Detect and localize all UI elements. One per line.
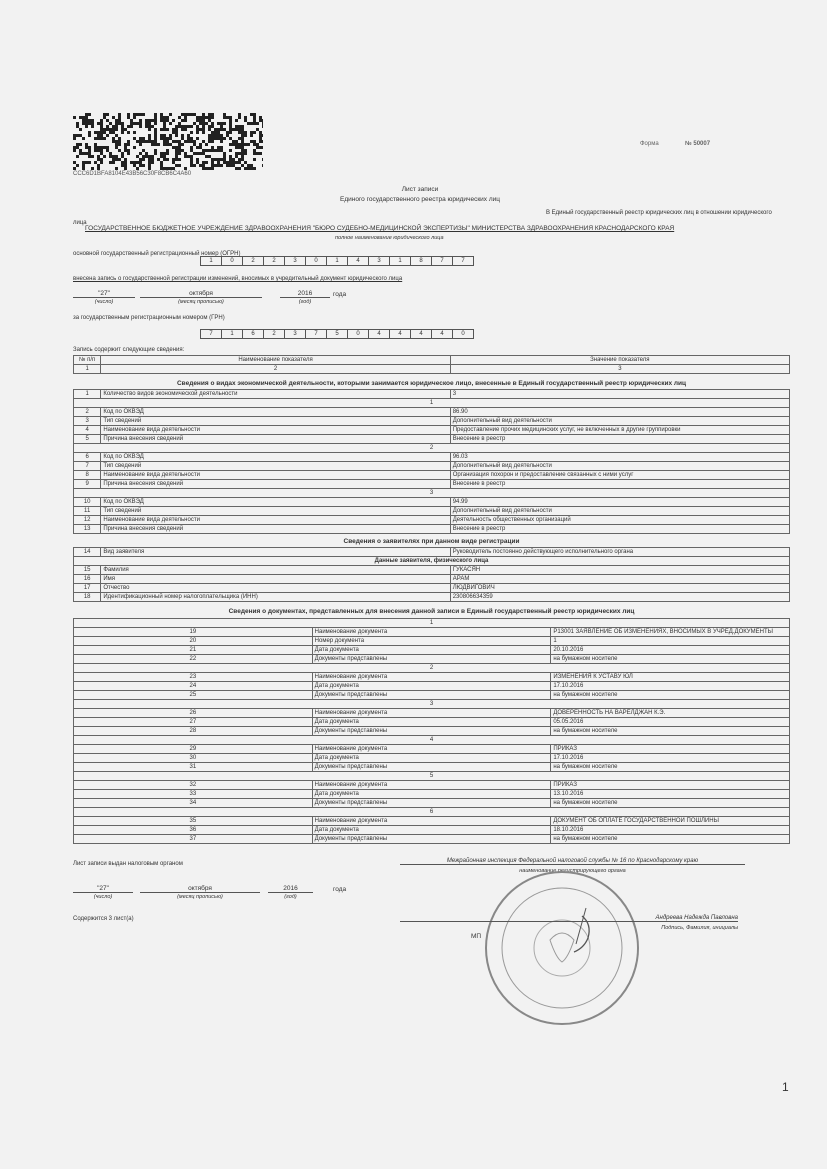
table-row xyxy=(74,682,790,691)
row-name: Наименование вида деятельности xyxy=(101,471,450,480)
issued-by-label: Лист записи выдан налоговым органом xyxy=(73,861,183,867)
footer-month: октября xyxy=(140,885,260,893)
subsection-row xyxy=(74,399,790,408)
row-number: 12 xyxy=(74,516,101,525)
row-number: 35 xyxy=(74,817,313,826)
row-name: Вид заявителя xyxy=(101,548,450,557)
table-row xyxy=(74,709,790,718)
row-number: 3 xyxy=(74,417,101,426)
row-value: ПРИКАЗ xyxy=(551,781,790,790)
subsection-number: 3 xyxy=(74,489,790,498)
row-name: Документы представлены xyxy=(312,763,551,772)
ogrn-digit: 2 xyxy=(242,256,263,266)
row-number: 33 xyxy=(74,790,313,799)
subsection-row xyxy=(74,772,790,781)
grn-digit: 0 xyxy=(347,329,368,339)
row-value: ДОКУМЕНТ ОБ ОПЛАТЕ ГОСУДАРСТВЕННОЙ ПОШЛИНЫ xyxy=(551,817,790,826)
table-row xyxy=(74,462,790,471)
table-row xyxy=(74,453,790,462)
subsection-row xyxy=(74,736,790,745)
entry-goda: года xyxy=(333,291,347,298)
grn-digit: 4 xyxy=(431,329,452,339)
ogrn-digit: 3 xyxy=(284,256,305,266)
row-number: 5 xyxy=(74,435,101,444)
row-number: 1 xyxy=(74,390,101,399)
row-name: Наименование вида деятельности xyxy=(101,516,450,525)
entry-day: "27" xyxy=(73,290,135,298)
row-number: 36 xyxy=(74,826,313,835)
subsection-row xyxy=(74,489,790,498)
row-value: ДОВЕРЕННОСТЬ НА ВАРЕЛДЖАН К.Э. xyxy=(551,709,790,718)
form-label: Форма xyxy=(640,141,659,147)
grn-digit: 0 xyxy=(452,329,474,339)
seal-place-label: МП xyxy=(471,933,482,940)
subsection-number: 4 xyxy=(74,736,790,745)
table-row xyxy=(74,498,790,507)
row-value: ЛЮДВИГОВИЧ xyxy=(450,584,789,593)
row-value: Дополнительный вид деятельности xyxy=(450,462,789,471)
footer-goda: года xyxy=(333,886,347,893)
subsection-number: 1 xyxy=(74,399,790,408)
subsection-number: 3 xyxy=(74,700,790,709)
ogrn-cells xyxy=(200,256,474,266)
subsection-row xyxy=(74,619,790,628)
row-value: Дополнительный вид деятельности xyxy=(450,507,789,516)
header-table xyxy=(73,355,790,374)
row-name: Имя xyxy=(101,575,450,584)
row-value: 3 xyxy=(450,390,789,399)
table-row xyxy=(74,646,790,655)
subsection-number: 2 xyxy=(74,444,790,453)
row-number: 14 xyxy=(74,548,101,557)
row-value: 05.05.2016 xyxy=(551,718,790,727)
okved-table xyxy=(73,389,790,534)
table-row xyxy=(74,745,790,754)
subsection-row xyxy=(74,808,790,817)
ogrn-digit: 7 xyxy=(452,256,474,266)
official-seal-icon xyxy=(482,868,642,1028)
ogrn-digit: 0 xyxy=(221,256,242,266)
row-value: 17.10.2016 xyxy=(551,754,790,763)
table-row xyxy=(74,691,790,700)
grn-digit: 4 xyxy=(389,329,410,339)
row-value: 20.10.2016 xyxy=(551,646,790,655)
ogrn-digit: 1 xyxy=(389,256,410,266)
row-value: на бумажном носителе xyxy=(551,763,790,772)
row-value: Внесение в реестр xyxy=(450,525,789,534)
row-name: Наименование документа xyxy=(312,673,551,682)
okved-section-title: Сведения о видах экономической деятельности, которыми занимается юридическое лицо, внесенные в Единый государственный реестр юридических лиц xyxy=(176,380,687,387)
row-name: Отчество xyxy=(101,584,450,593)
barcode-code: CCC6D1BFA8104E43B56C30F8CB6C4A60 xyxy=(73,171,192,177)
ogrn-digit: 7 xyxy=(431,256,452,266)
row-name: Наименование документа xyxy=(312,781,551,790)
row-name: Наименование документа xyxy=(312,628,551,637)
row-number: 8 xyxy=(74,471,101,480)
header-col-1: 1 xyxy=(74,365,101,374)
row-value: 96.03 xyxy=(450,453,789,462)
page-number: 1 xyxy=(782,1080,789,1094)
table-row xyxy=(74,575,790,584)
row-value: 86.90 xyxy=(450,408,789,417)
table-row xyxy=(74,471,790,480)
table-row xyxy=(74,480,790,489)
row-number: 16 xyxy=(74,575,101,584)
table-row xyxy=(74,390,790,399)
row-name: Тип сведений xyxy=(101,462,450,471)
row-value: Внесение в реестр xyxy=(450,435,789,444)
table-row xyxy=(74,516,790,525)
table-row xyxy=(74,799,790,808)
form-number: № 50007 xyxy=(685,141,711,147)
grn-digit: 6 xyxy=(242,329,263,339)
signer-caption: Подпись, Фамилия, инициалы xyxy=(661,925,738,931)
row-value: на бумажном носителе xyxy=(551,799,790,808)
row-value: Предоставление прочих медицинских услуг, не включенных в другие группировки xyxy=(450,426,789,435)
subsection-number: 1 xyxy=(74,619,790,628)
row-value: ГУКАСЯН xyxy=(450,566,789,575)
registration-authority-caption: наименование регистрирующего органа xyxy=(519,868,626,874)
row-number: 9 xyxy=(74,480,101,489)
subsection-number: 5 xyxy=(74,772,790,781)
row-number: 34 xyxy=(74,799,313,808)
subsection-row xyxy=(74,700,790,709)
row-number: 11 xyxy=(74,507,101,516)
row-name: Наименование документа xyxy=(312,745,551,754)
row-name: Тип сведений xyxy=(101,417,450,426)
ogrn-digit: 0 xyxy=(305,256,326,266)
table-row xyxy=(74,507,790,516)
subsection-number: 6 xyxy=(74,808,790,817)
row-name: Код по ОКВЭД xyxy=(101,408,450,417)
row-name: Номер документа xyxy=(312,637,551,646)
row-number: 7 xyxy=(74,462,101,471)
row-value: 17.10.2016 xyxy=(551,682,790,691)
row-number: 19 xyxy=(74,628,313,637)
row-name: Код по ОКВЭД xyxy=(101,453,450,462)
header-col-3: 3 xyxy=(450,365,789,374)
row-number: 37 xyxy=(74,835,313,844)
row-name: Код по ОКВЭД xyxy=(101,498,450,507)
row-name: Дата документа xyxy=(312,826,551,835)
entry-day-caption: (число) xyxy=(94,299,114,305)
title-line-1: Лист записи xyxy=(401,186,439,193)
row-name: Причина внесения сведений xyxy=(101,435,450,444)
documents-table xyxy=(73,618,790,844)
registration-authority: Межрайонная инспекция Федеральной налоговой службы № 16 по Краснодарскому краю xyxy=(400,858,745,865)
row-number: 26 xyxy=(74,709,313,718)
row-name: Наименование документа xyxy=(312,709,551,718)
row-name: Наименование документа xyxy=(312,817,551,826)
grn-label: за государственным регистрационным номером (ГРН) xyxy=(73,315,225,321)
row-value: ПРИКАЗ xyxy=(551,745,790,754)
header-col-2: 2 xyxy=(101,365,450,374)
table-row xyxy=(74,781,790,790)
grn-cells xyxy=(200,329,474,339)
table-row xyxy=(74,673,790,682)
title-line-2: Единого государственного реестра юридических лиц xyxy=(339,196,500,203)
row-value: 13.10.2016 xyxy=(551,790,790,799)
row-value: Дополнительный вид деятельности xyxy=(450,417,789,426)
organization-name-caption: полное наименование юридического лица xyxy=(335,235,444,241)
documents-section-title: Сведения о документах, представленных для внесения данной записи в Единый государственный реестр юридических лиц xyxy=(228,608,635,615)
table-row xyxy=(74,408,790,417)
table-row xyxy=(74,655,790,664)
grn-digit: 3 xyxy=(284,329,305,339)
table-row xyxy=(74,566,790,575)
entry-month: октября xyxy=(140,290,262,298)
table-row xyxy=(74,426,790,435)
row-number: 23 xyxy=(74,673,313,682)
row-number: 31 xyxy=(74,763,313,772)
table-row xyxy=(74,727,790,736)
ogrn-digit: 3 xyxy=(368,256,389,266)
row-number: 6 xyxy=(74,453,101,462)
row-number: 13 xyxy=(74,525,101,534)
entry-month-caption: (месяц прописью) xyxy=(178,299,224,305)
row-value: 1 xyxy=(551,637,790,646)
row-name: Количество видов экономической деятельности xyxy=(101,390,450,399)
entry-label: внесена запись о государственной регистрации изменений, вносимых в учредительный документ юридического лица xyxy=(73,276,403,282)
row-name: Дата документа xyxy=(312,682,551,691)
row-value: на бумажном носителе xyxy=(551,835,790,844)
row-number: 22 xyxy=(74,655,313,664)
footer-month-caption: (месяц прописью) xyxy=(177,894,223,900)
row-name: Идентификационный номер налогоплательщика (ИНН) xyxy=(101,593,450,602)
row-number: 21 xyxy=(74,646,313,655)
row-name: Документы представлены xyxy=(312,691,551,700)
applicants-table xyxy=(73,547,790,602)
applicants-section-title: Сведения о заявителях при данном виде регистрации xyxy=(343,538,520,545)
row-number: 15 xyxy=(74,566,101,575)
signer-name: Андреева Надежда Павловна xyxy=(400,915,738,922)
row-number: 27 xyxy=(74,718,313,727)
table-row xyxy=(74,790,790,799)
row-number: 4 xyxy=(74,426,101,435)
row-value: на бумажном носителе xyxy=(551,691,790,700)
row-value: Р13001 ЗАЯВЛЕНИЕ ОБ ИЗМЕНЕНИЯХ, ВНОСИМЫХ В УЧРЕД.ДОКУМЕНТЫ xyxy=(551,628,790,637)
row-number: 24 xyxy=(74,682,313,691)
row-value: Внесение в реестр xyxy=(450,480,789,489)
row-value: на бумажном носителе xyxy=(551,727,790,736)
entry-year: 2016 xyxy=(280,290,330,298)
row-value: 18.10.2016 xyxy=(551,826,790,835)
row-name: Дата документа xyxy=(312,754,551,763)
grn-digit: 1 xyxy=(221,329,242,339)
document-title xyxy=(330,185,510,205)
footer-year-caption: (год) xyxy=(284,894,297,900)
table-row xyxy=(74,584,790,593)
table-row xyxy=(74,754,790,763)
row-value: Деятельность общественных организаций xyxy=(450,516,789,525)
row-number: 2 xyxy=(74,408,101,417)
ogrn-digit: 2 xyxy=(263,256,284,266)
sheets-count: Содержится 3 лист(а) xyxy=(73,916,134,922)
row-number: 29 xyxy=(74,745,313,754)
row-number: 17 xyxy=(74,584,101,593)
table-row xyxy=(74,826,790,835)
row-value: Руководитель постоянно действующего исполнительного органа xyxy=(450,548,789,557)
row-name: Причина внесения сведений xyxy=(101,525,450,534)
header-value: Значение показателя xyxy=(450,356,789,365)
subsection-row xyxy=(74,444,790,453)
subsection-row xyxy=(74,664,790,673)
footer-day-caption: (число) xyxy=(93,894,113,900)
intro-text: В Единый государственный реестр юридических лиц в отношении юридического xyxy=(546,210,772,216)
row-number: 32 xyxy=(74,781,313,790)
contains-label: Запись содержит следующие сведения: xyxy=(73,347,185,353)
subsection-number: 2 xyxy=(74,664,790,673)
row-name: Фамилия xyxy=(101,566,450,575)
header-num: № п/п xyxy=(74,356,101,365)
footer-day: "27" xyxy=(73,885,133,893)
row-number: 10 xyxy=(74,498,101,507)
row-value: 94.99 xyxy=(450,498,789,507)
row-value: 230806634359 xyxy=(450,593,789,602)
grn-digit: 2 xyxy=(263,329,284,339)
table-row xyxy=(74,548,790,557)
ogrn-digit: 1 xyxy=(326,256,347,266)
grn-digit: 7 xyxy=(305,329,326,339)
row-name: Тип сведений xyxy=(101,507,450,516)
footer-year: 2016 xyxy=(268,885,313,893)
row-number: 30 xyxy=(74,754,313,763)
header-name: Наименование показателя xyxy=(101,356,450,365)
row-name: Дата документа xyxy=(312,718,551,727)
row-number: 20 xyxy=(74,637,313,646)
table-row xyxy=(74,417,790,426)
row-value: ИЗМЕНЕНИЯ К УСТАВУ ЮЛ xyxy=(551,673,790,682)
table-row xyxy=(74,525,790,534)
applicant-person-title: Данные заявителя, физического лица xyxy=(74,557,790,566)
table-row xyxy=(74,817,790,826)
row-number: 18 xyxy=(74,593,101,602)
row-number: 28 xyxy=(74,727,313,736)
table-row xyxy=(74,718,790,727)
row-value: АРАМ xyxy=(450,575,789,584)
grn-digit: 7 xyxy=(200,329,221,339)
row-name: Документы представлены xyxy=(312,727,551,736)
intro-continuation: лица xyxy=(73,220,87,226)
row-value: Организация похорон и предоставление связанных с ними услуг xyxy=(450,471,789,480)
organization-name: ГОСУДАРСТВЕННОЕ БЮДЖЕТНОЕ УЧРЕЖДЕНИЕ ЗДРАВООХРАНЕНИЯ "БЮРО СУДЕБНО-МЕДИЦИНСКОЙ ЭКСПЕРТИЗЫ" МИНИСТЕРСТВА ЗДРАВООХРАНЕНИЯ КРАСНОДАРСКОГО КРАЯ xyxy=(85,225,675,232)
entry-year-caption: (год) xyxy=(298,299,312,305)
barcode-image xyxy=(73,113,263,170)
ogrn-label: основной государственный регистрационный номер (ОГРН) xyxy=(73,251,241,257)
row-name: Документы представлены xyxy=(312,799,551,808)
row-name: Дата документа xyxy=(312,790,551,799)
row-name: Документы представлены xyxy=(312,835,551,844)
table-row xyxy=(74,637,790,646)
ogrn-digit: 8 xyxy=(410,256,431,266)
row-value: на бумажном носителе xyxy=(551,655,790,664)
ogrn-digit: 1 xyxy=(200,256,221,266)
row-number: 25 xyxy=(74,691,313,700)
grn-digit: 5 xyxy=(326,329,347,339)
table-row xyxy=(74,628,790,637)
ogrn-digit: 4 xyxy=(347,256,368,266)
row-name: Дата документа xyxy=(312,646,551,655)
table-row xyxy=(74,835,790,844)
grn-digit: 4 xyxy=(368,329,389,339)
table-row xyxy=(74,763,790,772)
table-row xyxy=(74,593,790,602)
row-name: Причина внесения сведений xyxy=(101,480,450,489)
row-name: Наименование вида деятельности xyxy=(101,426,450,435)
row-name: Документы представлены xyxy=(312,655,551,664)
table-row xyxy=(74,435,790,444)
grn-digit: 4 xyxy=(410,329,431,339)
